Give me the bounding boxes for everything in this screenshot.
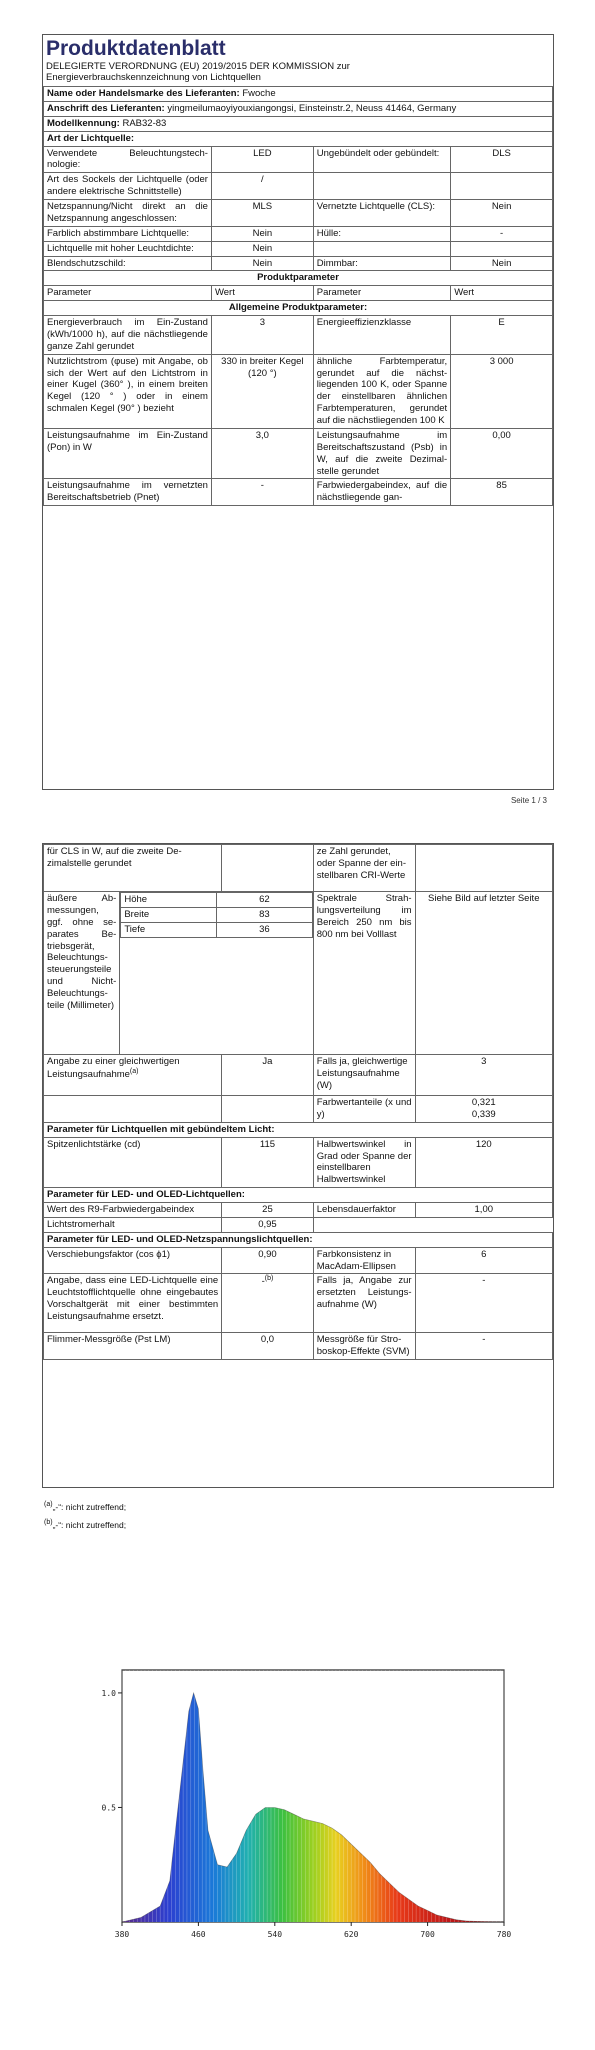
equiv-if-value: 3 xyxy=(415,1055,552,1096)
general-row xyxy=(44,354,553,428)
peak-row xyxy=(44,1137,553,1188)
datasheet-page-1 xyxy=(42,34,554,805)
flicker-label: Flimmer-Messgröße (Pst LM) xyxy=(44,1333,222,1360)
row-label: Farbwiedergabeindex, auf die nächstliegende gan- xyxy=(313,479,450,506)
general-header: Allgemeine Produktparameter: xyxy=(44,301,553,316)
dims-subtable xyxy=(120,892,312,938)
row-value: MLS xyxy=(211,200,313,227)
dim-key: Tiefe xyxy=(121,922,217,937)
col-header-parameter: Parameter xyxy=(44,286,212,301)
replace-if-label: Falls ja, Angabe zur ersetzten Leistungsaufnahme (W) xyxy=(313,1274,415,1333)
type-row xyxy=(44,173,553,200)
displacement-row xyxy=(44,1247,553,1274)
row-label: ze Zahl gerundet, oder Spanne der einstellbaren CRI-Werte xyxy=(313,845,415,892)
chroma-y: 0,339 xyxy=(471,1108,496,1120)
params-table-continued xyxy=(43,844,553,1360)
y-tick-label: 0.5 xyxy=(101,1803,116,1813)
chroma-label: Farbwertanteile (x und y) xyxy=(313,1096,415,1123)
model-value: RAB32-83 xyxy=(122,117,167,129)
row-label xyxy=(313,241,450,256)
disp-label: Verschiebungsfaktor (cos ϕ1) xyxy=(44,1247,222,1274)
row-value: Nein xyxy=(451,256,553,271)
page-number: Seite 1 / 3 xyxy=(510,796,547,805)
subtitle-line-1: DELEGIERTE VERORDNUNG (EU) 2019/2015 DER KOMMISSION zur xyxy=(46,61,350,72)
footnote-b: $^{(b)}$„-“: nicht zutreffend; xyxy=(44,1519,127,1530)
replace-row xyxy=(44,1274,553,1333)
dim-value: 62 xyxy=(217,893,313,908)
type-row xyxy=(44,146,553,173)
row-value xyxy=(222,845,314,892)
continued-row xyxy=(44,845,553,892)
params-column-headers xyxy=(44,286,553,301)
row-value: Nein xyxy=(211,241,313,256)
chroma-row xyxy=(44,1096,553,1123)
dim-value: 83 xyxy=(217,907,313,922)
type-header: Art der Lichtquelle: xyxy=(44,131,553,146)
row-label: Nutzlichtstrom (φuse) mit Angabe, ob sich der Wert auf den Lichtstrom in einer Kugel (360° ), in einem breiten Kegel (120 ° ) oder in einem schmalen Kegel (90° ) bezieht xyxy=(44,354,212,428)
row-label: Lichtquelle mit hoher Leuchtdichte: xyxy=(44,241,212,256)
directional-header: Parameter für Lichtquellen mit gebündeltem Licht: xyxy=(44,1122,553,1137)
type-row xyxy=(44,226,553,241)
general-row xyxy=(44,479,553,506)
page-title: Produktdatenblatt xyxy=(46,37,226,60)
footnote-a-text: „-“: nicht zutreffend; xyxy=(52,1501,127,1512)
equiv-value: Ja xyxy=(222,1055,314,1096)
r9-value: 25 xyxy=(222,1203,314,1218)
x-tick-label: 460 xyxy=(191,1930,206,1939)
type-row xyxy=(44,200,553,227)
row-value: - xyxy=(211,479,313,506)
row-value: Nein xyxy=(211,256,313,271)
life-label: Lebensdauerfaktor xyxy=(313,1203,415,1218)
row-value: 85 xyxy=(451,479,553,506)
address-row xyxy=(44,101,553,116)
peak-label: Spitzenlichtstärke (cd) xyxy=(44,1137,222,1188)
type-row xyxy=(44,241,553,256)
footnote-mark-a: (a) xyxy=(129,1067,139,1075)
chart-plot xyxy=(102,1670,512,1939)
row-label: Farblich abstimmbare Lichtquelle: xyxy=(44,226,212,241)
chroma-value xyxy=(415,1096,552,1123)
row-value: / xyxy=(211,173,313,200)
supplier-table xyxy=(43,86,553,506)
life-value: 1,00 xyxy=(415,1203,552,1218)
col-header-value: Wert xyxy=(211,286,313,301)
row-value: - xyxy=(451,226,553,241)
dimensions-row xyxy=(44,892,553,1055)
x-tick-label: 380 xyxy=(114,1930,130,1939)
address-label: Anschrift des Lieferanten: xyxy=(47,102,165,114)
row-value: DLS xyxy=(451,146,553,173)
row-label: ähnliche Farbtemperatur, gerundet auf die nächstliegenden 100 K, oder Spanne der einstellbaren ähnlichen Farbtemperaturen, gerundet auf die nächstliegenden 100 K xyxy=(313,354,450,428)
row-label: Netzspannung/Nicht direkt an die Netzspannung angeschlossen: xyxy=(44,200,212,227)
y-tick-label: 1.0 xyxy=(101,1688,116,1698)
subtitle-line-2: Energieverbrauchskennzeichnung von Lichtquellen xyxy=(46,72,261,83)
replace-value: - xyxy=(261,1276,265,1288)
row-label xyxy=(313,173,450,200)
supplier-row xyxy=(44,87,553,102)
address-value: yingmeilumaoyiyouxiangongsi, Einsteinstr.2, Neuss 41464, Germany xyxy=(167,102,457,114)
led-header: Parameter für LED- und OLED-Lichtquellen: xyxy=(44,1188,553,1203)
regulation-subtitle xyxy=(43,61,553,86)
col-header-parameter: Parameter xyxy=(313,286,450,301)
dim-key: Höhe xyxy=(121,893,217,908)
row-label: Leistungsaufnahme im Bereitschaftszustand (Psb) in W, auf die zweite Dezimalstelle gerundet xyxy=(313,428,450,479)
flicker-value: 0,0 xyxy=(222,1333,314,1360)
row-value xyxy=(415,845,552,892)
row-label: für CLS in W, auf die zweite Dezimalstelle gerundet xyxy=(44,845,222,892)
lumen-row xyxy=(44,1217,553,1232)
row-value: Nein xyxy=(451,200,553,227)
equiv-if-label: Falls ja, gleichwertige Leistungsaufnahme (W) xyxy=(313,1055,415,1096)
r9-row xyxy=(44,1203,553,1218)
datasheet-page-2 xyxy=(42,843,554,1488)
lum-value: 0,95 xyxy=(222,1217,314,1232)
spectral-label: Spektrale Strahlungsverteilung im Bereich 250 nm bis 800 nm bei Volllast xyxy=(313,892,415,1055)
replace-if-value: - xyxy=(415,1274,552,1333)
spectrum-chart xyxy=(86,1660,516,1960)
equiv-row xyxy=(44,1055,553,1096)
row-value: 330 in breiter Kegel (120 °) xyxy=(211,354,313,428)
supplier-label: Name oder Handelsmarke des Lieferanten: xyxy=(47,88,240,99)
footnote-mark-b: (b) xyxy=(264,1275,274,1283)
chroma-x: 0,321 xyxy=(471,1097,496,1108)
flicker-row xyxy=(44,1333,553,1360)
row-value: 3 000 xyxy=(451,354,553,428)
row-label: Leistungsaufnahme im vernetzten Bereitschaftsbetrieb (Pnet) xyxy=(44,479,212,506)
macadam-label: Farbkonsistenz in MacAdam-Ellipsen xyxy=(313,1247,415,1274)
general-row xyxy=(44,428,553,479)
row-value: 3 xyxy=(211,316,313,355)
general-row xyxy=(44,316,553,355)
dims-cell xyxy=(120,892,313,1055)
beam-value: 120 xyxy=(415,1137,552,1188)
row-label: Ungebündelt oder gebündelt: xyxy=(313,146,450,173)
row-label: Leistungsaufnahme im Ein-Zustand (Pon) in W xyxy=(44,428,212,479)
replace-label: Angabe, dass eine LED-Lichtquelle eine Leuchtstofflichtquelle ohne eingebautes Vorschaltgerät mit einer bestimmten Leistungsaufnahme ersetzt. xyxy=(44,1274,222,1333)
row-label: Blendschutzschild: xyxy=(44,256,212,271)
supplier-value: Fwoche xyxy=(242,88,276,99)
x-tick-label: 540 xyxy=(267,1930,283,1939)
row-value: LED xyxy=(211,146,313,173)
x-tick-label: 620 xyxy=(343,1930,359,1939)
row-value: 3,0 xyxy=(211,428,313,479)
mains-header: Parameter für LED- und OLED-Netzspannungslichtquellen: xyxy=(44,1232,553,1247)
dim-value: 36 xyxy=(217,922,313,937)
lum-label: Lichtstromerhalt xyxy=(44,1217,222,1232)
strobo-label: Messgröße für Stroboskop-Effekte (SVM) xyxy=(313,1333,415,1360)
peak-value: 115 xyxy=(222,1137,314,1188)
row-label: Verwendete Beleuchtungstechnologie: xyxy=(44,146,212,173)
row-label: Vernetzte Lichtquelle (CLS): xyxy=(313,200,450,227)
macadam-value: 6 xyxy=(415,1247,552,1274)
row-label: Art des Sockels der Lichtquelle (oder andere elektrische Schnittstelle) xyxy=(44,173,212,200)
row-value xyxy=(451,173,553,200)
row-label: Energieeffizienzklasse xyxy=(313,316,450,355)
row-value: Nein xyxy=(211,226,313,241)
row-label: Hülle: xyxy=(313,226,450,241)
equiv-label: Angabe zu einer gleichwertigen Leistungsaufnahme xyxy=(47,1056,180,1081)
row-value: E xyxy=(451,316,553,355)
col-header-value: Wert xyxy=(451,286,553,301)
x-tick-label: 700 xyxy=(420,1930,435,1939)
dims-label: äußere Abmessungen, ggf. ohne separates Betriebsgerät, Beleuchtungssteuerungsteile und Nicht-Beleuchtungsteile (Millimeter) xyxy=(44,892,120,1055)
row-label: Dimmbar: xyxy=(313,256,450,271)
params-header: Produktparameter xyxy=(44,271,553,286)
model-label: Modellkennung: xyxy=(47,117,120,129)
footnote-b-text: „-“: nicht zutreffend; xyxy=(52,1519,127,1530)
spectral-value: Siehe Bild auf letzter Seite xyxy=(415,892,552,1055)
row-value: 0,00 xyxy=(451,428,553,479)
model-row xyxy=(44,116,553,131)
row-label: Energieverbrauch im Ein-Zustand (kWh/1000 h), auf die nächstliegende ganze Zahl gerundet xyxy=(44,316,212,355)
disp-value: 0,90 xyxy=(222,1247,314,1274)
beam-label: Halbwertswinkel in Grad oder Spanne der einstellbaren Halbwertswinkel xyxy=(313,1137,415,1188)
r9-label: Wert des R9-Farbwiedergabeindex xyxy=(44,1203,222,1218)
dim-key: Breite xyxy=(121,907,217,922)
strobo-value: - xyxy=(415,1333,552,1360)
type-row xyxy=(44,256,553,271)
x-tick-label: 780 xyxy=(496,1930,512,1939)
row-value xyxy=(451,241,553,256)
footnote-a: $^{(a)}$„-“: nicht zutreffend; xyxy=(44,1501,127,1512)
